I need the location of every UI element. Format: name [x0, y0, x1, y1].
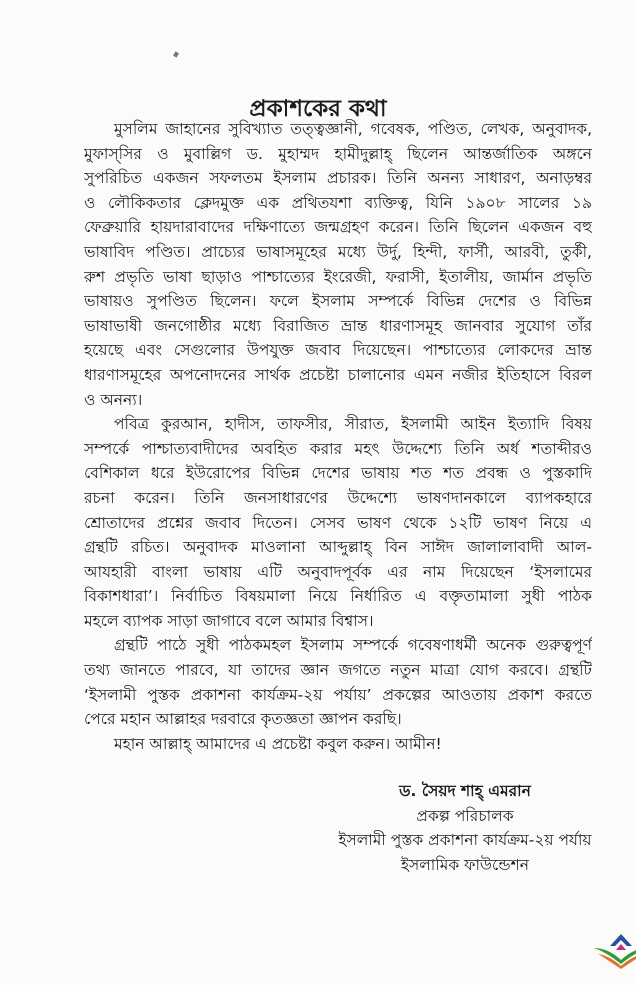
- foreword-body: [84, 117, 592, 756]
- signatory-name: ড. সৈয়দ শাহ্ এমরান: [399, 782, 531, 800]
- text-line: আযহারী বাংলা ভাষায় এটি অনুবাদপূর্বক এর নাম দিয়েছেন ‘ইসলামের: [84, 562, 592, 581]
- signatory-project: ইসলামী পুস্তক প্রকাশনা কার্যক্রম-২য় পর্যায়: [338, 831, 592, 850]
- signatory-designation: প্রকল্প পরিচালক: [416, 806, 514, 825]
- text-line: ও অনন্য।: [84, 390, 143, 409]
- text-line: গ্রন্থটি রচিত। অনুবাদক মাওলানা আব্দুল্লাহ্ বিন সাঈদ জালালাবাদী আল-: [84, 538, 592, 557]
- scan-speck: [173, 51, 179, 57]
- text-line: মহান আল্লাহ্ আমাদের এ প্রচেষ্টা কবুল করুন। আমীন!: [114, 734, 442, 753]
- text-line: গ্রন্থটি পাঠে সুধী পাঠকমহল ইসলাম সম্পর্কে গবেষণাধর্মী অনেক গুরুত্বপূর্ণ: [114, 636, 592, 655]
- text-line: ও লৌকিকতার ক্লেদমুক্ত এক প্রথিতযশা ব্যক্তিত্ব, যিনি ১৯০৮ সালের ১৯: [84, 193, 592, 212]
- page-title: প্রকাশকের কথা: [249, 96, 387, 122]
- text-line: শ্রোতাদের প্রশ্নের জবাব দিতেন। সেসব ভাষণ থেকে ১২টি ভাষণ নিয়ে এ: [84, 513, 592, 532]
- text-line: রুশ প্রভৃতি ভাষা ছাড়াও পাশ্চাত্যের ইংরেজী, ফরাসী, ইতালীয়, জার্মান প্রভৃতি: [84, 267, 592, 286]
- text-line: ধারণাসমূহের অপনোদনের সার্থক প্রচেষ্টা চালানোর এমন নজীর ইতিহাসে বিরল: [84, 365, 592, 384]
- text-line: ভাষায়ও সুপণ্ডিত ছিলেন। ফলে ইসলাম সম্পর্কে বিভিন্ন দেশের ও বিভিন্ন: [84, 292, 592, 311]
- text-line: মুসলিম জাহানের সুবিখ্যাত তত্ত্বজ্ঞানী, গবেষক, পণ্ডিত, লেখক, অনুবাদক,: [114, 120, 592, 138]
- text-line: পবিত্র কুরআন, হাদীস, তাফসীর, সীরাত, ইসলামী আইন ইত্যাদি বিষয়: [114, 415, 592, 434]
- text-line: মুফাস্‌সির ও মুবাল্লিগ ড. মুহাম্মদ হামীদুল্লাহ্ ছিলেন আন্তর্জাতিক অঙ্গনে: [84, 144, 592, 163]
- text-line: রচনা করেন। তিনি জনসাধারণের উদ্দেশ্যে ভাষণদানকালে ব্যাপকহারে: [84, 488, 592, 507]
- text-line: সুপরিচিত একজন সফলতম ইসলাম প্রচারক। তিনি অনন্য সাধারণ, অনাড়ম্বর: [84, 169, 592, 188]
- islamic-foundation-logo-icon: [592, 930, 636, 970]
- text-line: বেশিকাল ধরে ইউরোপের বিভিন্ন দেশের ভাষায় শত শত প্রবন্ধ ও পুস্তকাদি: [84, 464, 592, 483]
- text-line: মহলে ব্যাপক সাড়া জাগাবে বলে আমার বিশ্বাস।: [84, 611, 374, 630]
- text-line: ফেব্রুয়ারি হায়দারাবাদের দক্ষিণাত্যে জন্মগ্রহণ করেন। তিনি ছিলেন একজন বহু: [84, 218, 592, 237]
- text-line: বিকাশধারা’। নির্বাচিত বিষয়মালা নিয়ে নির্ধারিত এ বক্তৃতামালা সুধী পাঠক: [84, 587, 592, 606]
- signature-block: [330, 779, 600, 877]
- text-line: ভাষাভাষী জনগোষ্ঠীর মধ্যে বিরাজিত ভ্রান্ত ধারণাসমূহ জানবার সুযোগ তাঁর: [84, 316, 592, 335]
- signatory-organization: ইসলামিক ফাউন্ডেশন: [400, 855, 530, 874]
- text-line: ভাষাবিদ পণ্ডিত। প্রাচ্যের ভাষাসমূহের মধ্যে উর্দু, হিন্দী, ফার্সী, আরবী, তুর্কী,: [84, 242, 592, 261]
- text-line: তথ্য জানতে পারবে, যা তাদের জ্ঞান জগতে নতুন মাত্রা যোগ করবে। গ্রন্থটি: [84, 661, 592, 680]
- text-line: পেরে মহান আল্লাহর দরবারে কৃতজ্ঞতা জ্ঞাপন করছি।: [84, 710, 402, 729]
- text-line: ‘ইসলামী পুস্তক প্রকাশনা কার্যক্রম-২য় পর্যায়’ প্রকল্পের আওতায় প্রকাশ করতে: [84, 685, 592, 704]
- text-line: সম্পর্কে পাশ্চাত্যবাদীদের অবহিত করার মহৎ উদ্দেশ্যে তিনি অর্ধ শতাব্দীরও: [84, 439, 592, 458]
- text-line: হয়েছে এবং সেগুলোর উপযুক্ত জবাব দিয়েছেন। পাশ্চাত্যের লোকদের ভ্রান্ত: [84, 341, 592, 360]
